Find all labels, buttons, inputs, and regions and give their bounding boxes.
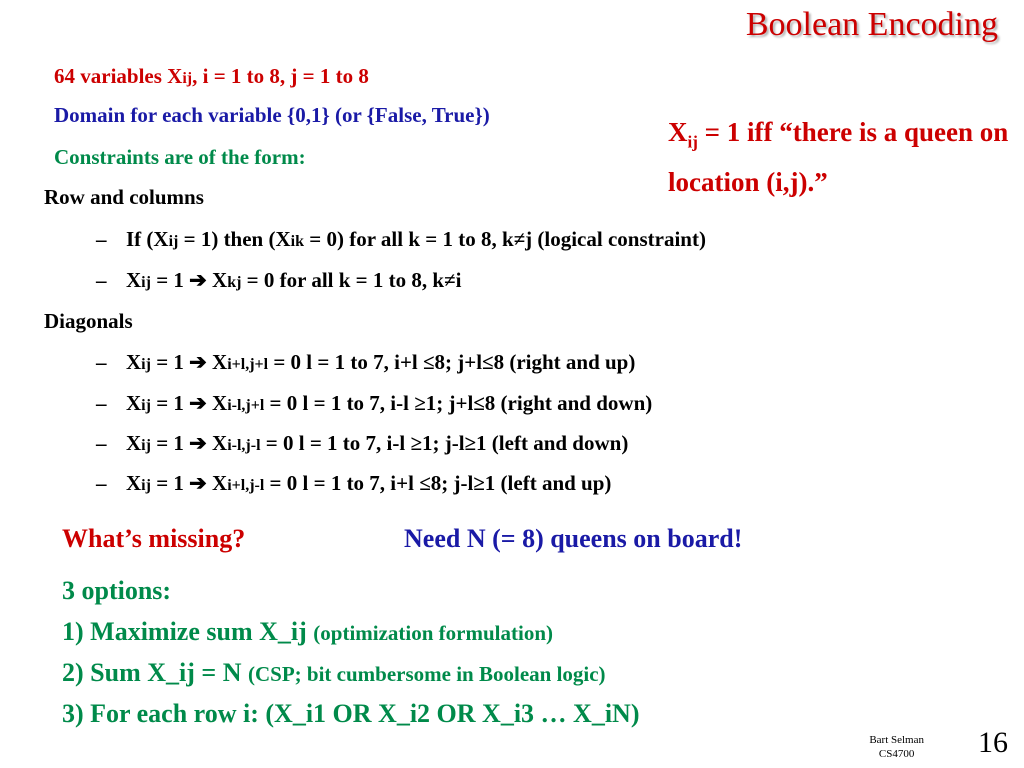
bullet-dash: –: [96, 268, 107, 292]
option-2-note: (CSP; bit cumbersome in Boolean logic): [248, 662, 606, 686]
intro-var-text: 64 variables X: [54, 64, 183, 88]
subscript: ij: [168, 233, 179, 250]
diagonals-heading: Diagonals: [44, 309, 133, 333]
diag-constraint-1: [96, 350, 635, 375]
footer-name-text: Bart Selman: [869, 734, 924, 746]
text: X: [126, 471, 142, 495]
bullet-dash: –: [96, 391, 107, 415]
text: = 1 ➔ X: [150, 471, 228, 495]
footer-course-text: CS4700: [878, 748, 915, 760]
subscript: ij: [141, 477, 151, 494]
text: = 0 l = 1 to 7, i+l ≤8; j-l≥1 (left and up): [264, 471, 612, 495]
text: = 1 ➔ X: [150, 350, 228, 374]
bullet-dash: –: [96, 227, 107, 251]
bullet-dash: –: [96, 350, 107, 374]
queen-note: [668, 112, 1018, 202]
intro-line-variables: [54, 64, 369, 89]
subscript: ij: [141, 397, 151, 414]
text: = 0) for all k = 1 to 8, k≠j (logical constraint): [304, 227, 706, 251]
note-text: = 1 iff “there is a queen on location (i,j).”: [668, 117, 1009, 198]
bullet-dash: –: [96, 471, 107, 495]
text: X: [126, 268, 142, 292]
diag-constraint-2: [96, 391, 652, 416]
rows-heading: Row and columns: [44, 185, 204, 209]
need-n-queens: Need N (= 8) queens on board!: [404, 524, 743, 553]
option-1: [62, 617, 553, 647]
text: If (X: [126, 227, 169, 251]
intro-var-range: , i = 1 to 8, j = 1 to 8: [192, 64, 369, 88]
text: X: [126, 350, 142, 374]
text: = 0 l = 1 to 7, i+l ≤8; j+l≤8 (right and up): [268, 350, 636, 374]
options-heading: 3 options:: [62, 576, 172, 605]
text: = 1 ➔ X: [150, 431, 228, 455]
text: = 0 for all k = 1 to 8, k≠i: [241, 268, 462, 292]
subscript: i-l,j+l: [227, 397, 265, 414]
note-sub: ij: [687, 132, 698, 152]
row-constraint-1: [96, 227, 706, 252]
option-1-note: (optimization formulation): [313, 621, 554, 645]
page-number: 16: [978, 726, 1008, 759]
intro-line-constraints: Constraints are of the form:: [54, 145, 306, 169]
text: = 1 ➔ X: [150, 391, 228, 415]
option-2: [62, 658, 606, 688]
option-1-main: 1) Maximize sum X_ij: [62, 617, 314, 646]
diag-constraint-3: [96, 431, 628, 456]
intro-var-sub: ij: [182, 70, 193, 87]
subscript: i+l,j-l: [227, 477, 265, 494]
text: = 0 l = 1 to 7, i-l ≥1; j-l≥1 (left and down): [260, 431, 629, 455]
slide-title: Boolean Encoding: [745, 6, 998, 43]
option-2-main: 2) Sum X_ij = N: [62, 658, 248, 687]
option-3: 3) For each row i: (X_i1 OR X_i2 OR X_i3 … X_iN): [62, 699, 640, 728]
bullet-dash: –: [96, 431, 107, 455]
text: = 1 ➔ X: [150, 268, 228, 292]
row-constraint-2: [96, 268, 461, 293]
subscript: ij: [141, 356, 151, 373]
subscript: i+l,j+l: [227, 356, 269, 373]
subscript: ik: [290, 233, 304, 250]
footer-author: [869, 733, 924, 761]
text: = 0 l = 1 to 7, i-l ≥1; j+l≤8 (right and down): [264, 391, 653, 415]
subscript: kj: [227, 274, 242, 291]
text: X: [126, 391, 142, 415]
subscript: i-l,j-l: [227, 437, 261, 454]
text: X: [126, 431, 142, 455]
subscript: ij: [141, 437, 151, 454]
subscript: ij: [141, 274, 151, 291]
note-x: X: [668, 117, 688, 147]
diag-constraint-4: [96, 471, 611, 496]
whats-missing: What’s missing?: [62, 524, 246, 553]
intro-line-domain: Domain for each variable {0,1} (or {False, True}): [54, 103, 490, 127]
text: = 1) then (X: [178, 227, 291, 251]
